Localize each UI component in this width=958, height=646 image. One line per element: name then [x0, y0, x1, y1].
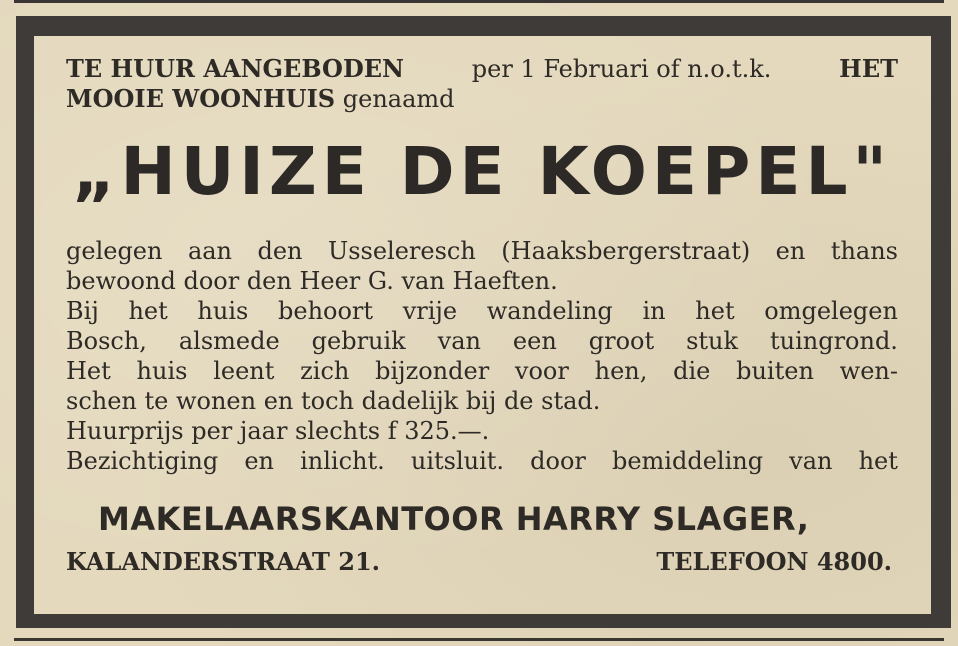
body-word: vrije [402, 297, 458, 325]
body-word: wen- [839, 357, 898, 385]
body-word: buiten [736, 357, 814, 385]
body-word: in [642, 297, 666, 325]
body-word: bijzonder [375, 357, 490, 385]
body-word: huis [197, 297, 249, 325]
body-word: die [673, 357, 711, 385]
body-word: voor [514, 357, 569, 385]
ad-body [66, 236, 898, 476]
body-word: behoort [278, 297, 374, 325]
body-word: een [512, 327, 557, 355]
body-line: Huurprijs per jaar slechts f 325.—. [66, 417, 490, 445]
body-line [66, 356, 898, 386]
ad-intro [66, 54, 898, 114]
body-line: schen te wonen en toch dadelijk bij de stad. [66, 387, 601, 415]
body-word: leent [213, 357, 275, 385]
intro-offer: TE HUUR AANGEBODEN [66, 54, 404, 83]
body-word: uitsluit. [410, 447, 505, 475]
body-line [66, 236, 898, 266]
body-word: bemiddeling [611, 447, 764, 475]
body-word: Usseleresch [327, 237, 476, 265]
body-word: het [128, 297, 168, 325]
bottom-rule [14, 638, 944, 641]
body-word: gebruik [311, 327, 406, 355]
body-word: aan [187, 237, 233, 265]
body-word: omgelegen [764, 297, 898, 325]
agency-address: KALANDERSTRAAT 21. [66, 547, 381, 576]
body-word: door [530, 447, 586, 475]
agency-phone: TELEFOON 4800. [656, 547, 892, 576]
body-word: en [244, 447, 275, 475]
body-word: zich [300, 357, 350, 385]
body-word: den [257, 237, 303, 265]
body-word: van [789, 447, 833, 475]
body-word: Het [66, 357, 111, 385]
intro-het: HET [839, 54, 898, 83]
intro-line-1 [66, 54, 898, 84]
body-word: en [775, 237, 806, 265]
body-word: van [437, 327, 481, 355]
body-word: thans [830, 237, 898, 265]
agency-contact [66, 546, 892, 578]
body-word: het [858, 447, 898, 475]
body-word: Bij [66, 297, 99, 325]
body-word: tuingrond. [769, 327, 898, 355]
body-word: gelegen [66, 237, 163, 265]
intro-date: per 1 Februari of n.o.t.k. [471, 55, 772, 83]
intro-line-2 [66, 84, 898, 114]
body-word: wandeling [486, 297, 613, 325]
body-line [66, 446, 898, 476]
body-line: bewoond door den Heer G. van Haeften. [66, 267, 558, 295]
body-line [66, 296, 898, 326]
body-line [66, 326, 898, 356]
body-word: alsmede [178, 327, 280, 355]
intro-named: genaamd [342, 85, 455, 113]
agency-name: MAKELAARSKANTOOR HARRY SLAGER, [98, 500, 810, 538]
body-word: groot [588, 327, 655, 355]
body-word: hen, [594, 357, 648, 385]
body-word: Bosch, [66, 327, 147, 355]
intro-house: MOOIE WOONHUIS [66, 84, 336, 113]
body-word: Bezichtiging [66, 447, 219, 475]
body-word: huis [136, 357, 188, 385]
body-word: inlicht. [300, 447, 385, 475]
body-word: stuk [686, 327, 739, 355]
top-rule [14, 0, 944, 3]
body-word: het [695, 297, 735, 325]
body-word: (Haaksbergerstraat) [501, 237, 751, 265]
headline: „HUIZE DE KOEPEL" [72, 133, 892, 210]
